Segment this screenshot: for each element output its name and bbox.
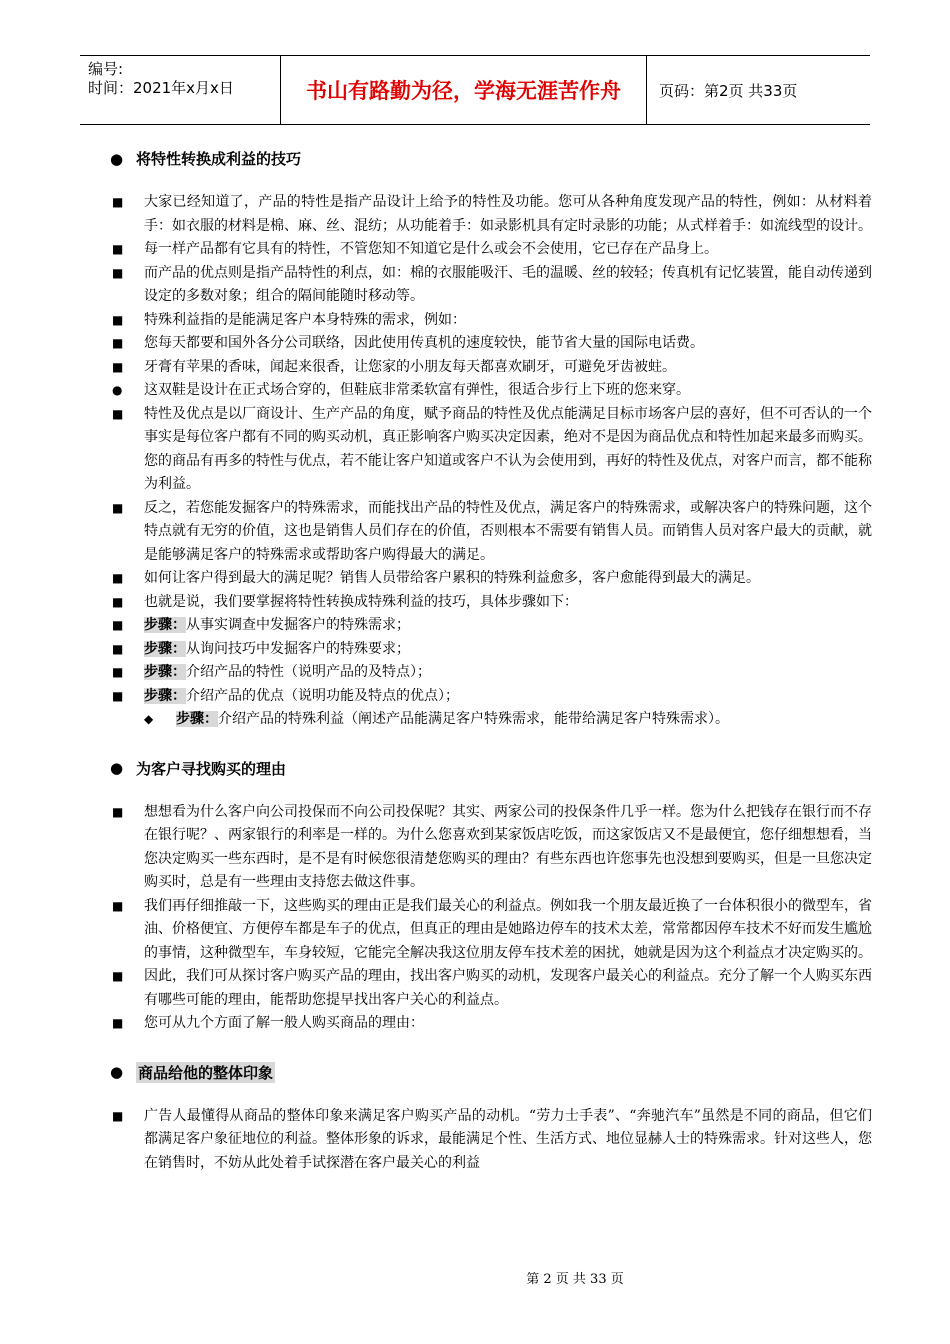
list-item bbox=[112, 638, 872, 662]
step-label: 步骤： bbox=[144, 640, 186, 657]
item-text-block bbox=[144, 801, 872, 895]
step-label: 步骤： bbox=[144, 617, 186, 633]
list-item bbox=[112, 356, 872, 380]
item-text-block bbox=[144, 1105, 872, 1176]
item-text: 也就是说，我们要掌握将特性转换成特殊利益的技巧，具体步骤如下： bbox=[144, 593, 578, 610]
list-item bbox=[112, 801, 872, 895]
section-heading bbox=[110, 148, 872, 169]
item-text: 从询问技巧中发掘客户的特殊要求； bbox=[186, 640, 410, 657]
item-text-block bbox=[144, 356, 872, 380]
bullet-icon: ■ bbox=[112, 688, 124, 703]
list-item bbox=[112, 567, 872, 591]
bullet-icon: ◆ bbox=[144, 712, 154, 726]
time-label: 时间：2021年x月x日 bbox=[88, 79, 234, 97]
bullet-icon: ■ bbox=[112, 336, 124, 350]
item-text: 如何让客户得到最大的满足呢？销售人员带给客户累积的特殊利益愈多，客户愈能得到最大的满足。 bbox=[144, 570, 760, 586]
item-text: 牙膏有苹果的香味，闻起来很香，让您家的小朋友每天都喜欢刷牙，可避免牙齿被蛀。 bbox=[144, 358, 676, 375]
bullet-icon: ■ bbox=[112, 500, 124, 515]
list-item bbox=[112, 403, 872, 497]
list-item bbox=[112, 262, 872, 309]
item-text: 每一样产品都有它具有的特性，不管您知不知道它是什么或会不会使用，它已存在产品身上。 bbox=[144, 241, 718, 257]
list-item bbox=[112, 591, 872, 615]
list-item bbox=[112, 614, 872, 638]
item-text-block bbox=[144, 497, 872, 568]
bullet-icon: ■ bbox=[112, 1016, 124, 1030]
item-text: 因此，我们可从探讨客户购买产品的理由，找出客户购买的动机，发现客户最关心的利益点。充分了解一个人购买东西有哪些可能的理由，能帮助您提早找出客户关心的利益点。 bbox=[144, 968, 872, 1008]
bullet-icon: ■ bbox=[112, 804, 124, 819]
header-page-code: 页码：第2页 共33页 bbox=[659, 81, 798, 100]
item-text: 广告人最懂得从商品的整体印象来满足客户购买产品的动机。“劳力士手表”、“奔驰汽车”虽然是不同的商品，但它们都满足客户象征地位的利益。整体形象的诉求，最能满足个性、生活方式、地位显赫人士的特殊需求。针对这些人，您在销售时，不妨从此处着手试探潜在客户最关心的利益 bbox=[144, 1107, 872, 1171]
section-heading bbox=[110, 758, 872, 779]
number-label: 编号: bbox=[88, 60, 124, 78]
list-item bbox=[112, 1105, 872, 1176]
section-title: 将特性转换成利益的技巧 bbox=[136, 150, 302, 168]
list-item bbox=[112, 332, 872, 356]
item-text-block bbox=[176, 708, 872, 732]
header-info bbox=[80, 56, 280, 124]
step-label: 步骤： bbox=[176, 711, 218, 727]
item-text: 想想看为什么客户向公司投保而不向公司投保呢？其实、两家公司的投保条件几乎一样。您为什么把钱存在银行而不存在银行呢？、两家银行的利率是一样的。为什么您喜欢到某家饭店吃饭，而这家饭店又不是最便宜，您仔细想想看，当您决定购买一些东西时，是不是有时候您很清楚您购买的理由？有些东西也许您事先也没想到要购买，但是一旦您决定购买时，总是有一些理由支持您去做这件事。 bbox=[144, 803, 872, 890]
step-label: 步骤： bbox=[144, 687, 186, 704]
bullet-icon: ■ bbox=[112, 969, 124, 983]
page-footer: 第 2 页 共 33 页 bbox=[526, 1272, 624, 1287]
item-text-block bbox=[144, 1012, 872, 1036]
item-text: 介绍产品的优点（说明功能及特点的优点）； bbox=[186, 687, 459, 704]
list-item bbox=[112, 1012, 872, 1036]
bullet-icon: ■ bbox=[112, 312, 124, 327]
item-text-block bbox=[144, 309, 872, 333]
list-item bbox=[112, 309, 872, 333]
item-text-block bbox=[144, 191, 872, 238]
list-item bbox=[112, 238, 872, 262]
list-item bbox=[112, 497, 872, 568]
bullet-icon: ■ bbox=[112, 242, 124, 256]
bullet-icon: ■ bbox=[112, 359, 124, 374]
item-text: 您每天都要和国外各分公司联络，因此使用传真机的速度较快，能节省大量的国际电话费。 bbox=[144, 335, 704, 351]
item-text-block bbox=[144, 965, 872, 1012]
step-label: 步骤： bbox=[144, 664, 186, 680]
item-text: 您可从九个方面了解一般人购买商品的理由： bbox=[144, 1015, 424, 1031]
item-text: 我们再仔细推敲一下，这些购买的理由正是我们最关心的利益点。例如我一个朋友最近换了一台体积很小的微型车，省油、价格便宜、方便停车都是车子的优点，但真正的理由是她路边停车的技术太差，常常都因停车技术不好而发生尴尬的事情，这种微型车，车身较短，它能完全解决我这位朋友停车技术差的困扰，她就是因为这个利益点才决定购买的。 bbox=[144, 897, 872, 961]
bullet-icon: ● bbox=[112, 383, 123, 397]
section-title: 商品给他的整体印象 bbox=[138, 1063, 274, 1082]
item-text-block bbox=[144, 238, 872, 262]
bullet-icon: ■ bbox=[112, 571, 124, 585]
list-item bbox=[112, 895, 872, 966]
list-item bbox=[112, 379, 872, 403]
bullet-icon: ■ bbox=[112, 665, 124, 679]
item-text-block bbox=[144, 685, 872, 709]
item-text-block bbox=[144, 661, 872, 685]
item-text: 特殊利益指的是能满足客户本身特殊的需求，例如： bbox=[144, 311, 466, 328]
item-text-block bbox=[144, 614, 872, 638]
section-title: 为客户寻找购买的理由 bbox=[136, 759, 287, 778]
list-item bbox=[144, 708, 872, 732]
bullet-icon: ■ bbox=[112, 594, 124, 609]
bullet-icon: ■ bbox=[112, 195, 124, 209]
bullet-dot-icon: ● bbox=[110, 759, 124, 777]
list-item bbox=[112, 685, 872, 709]
bullet-dot-icon: ● bbox=[110, 1063, 124, 1081]
bullet-icon: ■ bbox=[112, 1108, 124, 1123]
item-text-block bbox=[144, 638, 872, 662]
item-text-block bbox=[144, 379, 872, 403]
item-text: 反之，若您能发掘客户的特殊需求，而能找出产品的特性及优点，满足客户的特殊需求，或解决客户的特殊问题，这个特点就有无穷的价值，这也是销售人员们存在的价值，否则根本不需要有销售人员。而销售人员对客户最大的贡献，就是能够满足客户的特殊需求或帮助客户购得最大的满足。 bbox=[144, 499, 872, 563]
item-text-block bbox=[144, 591, 872, 615]
section-heading bbox=[110, 1062, 872, 1083]
list-item bbox=[112, 965, 872, 1012]
item-text: 大家已经知道了，产品的特性是指产品设计上给予的特性及功能。您可从各种角度发现产品的特性，例如：从材料着手：如衣服的材料是棉、麻、丝、混纺；从功能着手：如录影机具有定时录影的功能；从式样着手：如流线型的设计。 bbox=[144, 194, 872, 234]
bullet-icon: ■ bbox=[112, 618, 124, 632]
document-body bbox=[112, 140, 872, 1175]
item-text: 这双鞋是设计在正式场合穿的，但鞋底非常柔软富有弹性，很适合步行上下班的您来穿。 bbox=[144, 382, 690, 398]
bullet-icon: ■ bbox=[112, 406, 124, 421]
header-motto: 书山有路勤为径，学海无涯苦作舟 bbox=[280, 56, 647, 124]
item-text-block bbox=[144, 403, 872, 497]
item-text-block bbox=[144, 332, 872, 356]
bullet-icon: ■ bbox=[112, 265, 124, 280]
item-text: 介绍产品的特殊利益（阐述产品能满足客户特殊需求，能带给满足客户特殊需求）。 bbox=[218, 711, 729, 727]
page-header bbox=[80, 55, 870, 125]
bullet-dot-icon: ● bbox=[110, 149, 124, 168]
item-text-block bbox=[144, 567, 872, 591]
item-text: 特性及优点是以厂商设计、生产产品的角度，赋予商品的特性及优点能满足目标市场客户层的喜好，但不可否认的一个事实是每位客户都有不同的购买动机，真正影响客户购买决定因素，绝对不是因为商品优点和特性加起来最多而购买。您的商品有再多的特性与优点，若不能让客户知道或客户不认为会使用到，再好的特性及优点，对客户而言，都不能称为利益。 bbox=[144, 405, 872, 492]
list-item bbox=[112, 191, 872, 238]
bullet-icon: ■ bbox=[112, 641, 124, 656]
item-text: 而产品的优点则是指产品特性的利点，如：棉的衣服能吸汗、毛的温暖、丝的较轻；传真机有记忆装置，能自动传递到设定的多数对象；组合的隔间能随时移动等。 bbox=[144, 264, 872, 304]
item-text-block bbox=[144, 895, 872, 966]
bullet-icon: ■ bbox=[112, 898, 124, 913]
list-item bbox=[112, 661, 872, 685]
item-text: 从事实调查中发掘客户的特殊需求； bbox=[186, 617, 410, 633]
item-text: 介绍产品的特性（说明产品的及特点）； bbox=[186, 664, 431, 680]
item-text-block bbox=[144, 262, 872, 309]
